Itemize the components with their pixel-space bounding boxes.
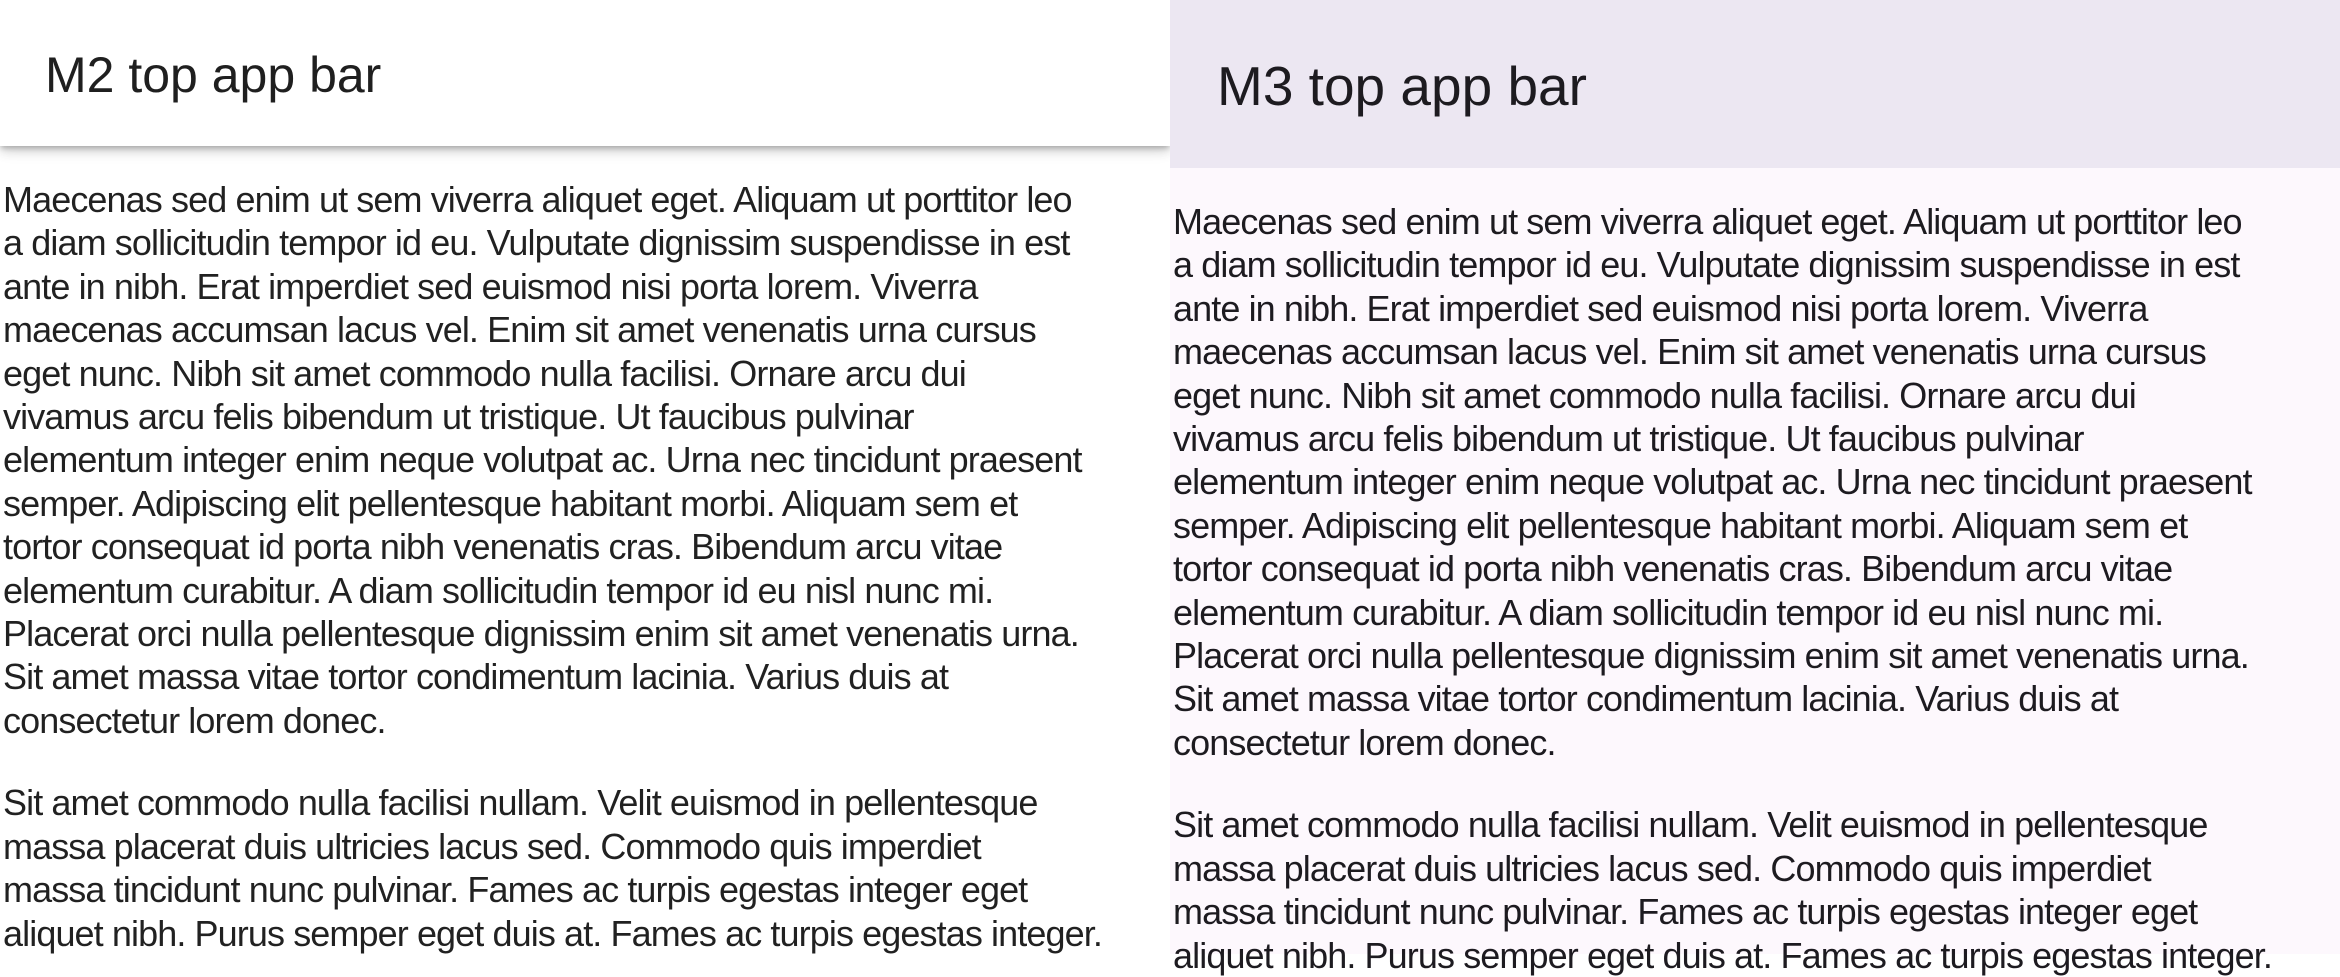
body-text-line: Sit amet commodo nulla facilisi nullam. Velit euismod in pellentesque bbox=[3, 782, 1038, 824]
body-text-line: aliquet nibh. Purus semper eget duis at. Fames ac turpis egestas integer. bbox=[1173, 934, 2272, 976]
body-text-line: a diam sollicitudin tempor id eu. Vulputate dignissim suspendisse in est bbox=[1173, 244, 2240, 286]
body-paragraph bbox=[3, 781, 1170, 955]
body-paragraph bbox=[1173, 803, 2340, 977]
body-text-line: consectetur lorem donec. bbox=[1173, 721, 1556, 763]
body-text-line: Placerat orci nulla pellentesque dignissim enim sit amet venenatis urna. bbox=[3, 613, 1079, 655]
body-text-line: Maecenas sed enim ut sem viverra aliquet eget. Aliquam ut porttitor leo bbox=[3, 179, 1072, 220]
body-text-line: elementum integer enim neque volutpat ac. Urna nec tincidunt praesent bbox=[3, 439, 1082, 481]
body-text-line: elementum curabitur. A diam sollicitudin tempor id eu nisl nunc mi. bbox=[1173, 591, 2164, 633]
body-text-line: Maecenas sed enim ut sem viverra aliquet eget. Aliquam ut porttitor leo bbox=[1173, 201, 2242, 242]
body-text-line: Sit amet commodo nulla facilisi nullam. Velit euismod in pellentesque bbox=[1173, 804, 2208, 846]
m3-pane bbox=[1170, 0, 2340, 976]
m2-app-bar-title: M2 top app bar bbox=[45, 47, 382, 103]
body-text-line: consectetur lorem donec. bbox=[3, 699, 386, 741]
m3-top-app-bar bbox=[1170, 0, 2340, 168]
body-text-line: semper. Adipiscing elit pellentesque habitant morbi. Aliquam sem et bbox=[3, 482, 1018, 524]
body-text-line: vivamus arcu felis bibendum ut tristique. Ut faucibus pulvinar bbox=[1173, 418, 2084, 460]
body-paragraph bbox=[3, 178, 1170, 742]
body-text-line: maecenas accumsan lacus vel. Enim sit amet venenatis urna cursus bbox=[3, 309, 1036, 351]
body-text-line: massa tincidunt nunc pulvinar. Fames ac turpis egestas integer eget bbox=[3, 869, 1028, 911]
body-text-line: massa placerat duis ultricies lacus sed. Commodo quis imperdiet bbox=[1173, 847, 2151, 889]
body-text-line: Placerat orci nulla pellentesque dignissim enim sit amet venenatis urna. bbox=[1173, 635, 2249, 677]
body-text-line: elementum curabitur. A diam sollicitudin tempor id eu nisl nunc mi. bbox=[3, 569, 994, 611]
m2-pane bbox=[0, 0, 1170, 954]
body-text-line: aliquet nibh. Purus semper eget duis at. Fames ac turpis egestas integer. bbox=[3, 912, 1102, 954]
body-text-line: tortor consequat id porta nibh venenatis cras. Bibendum arcu vitae bbox=[3, 526, 1003, 568]
body-text-line: eget nunc. Nibh sit amet commodo nulla facilisi. Ornare arcu dui bbox=[3, 352, 966, 394]
body-text-line: maecenas accumsan lacus vel. Enim sit amet venenatis urna cursus bbox=[1173, 331, 2206, 373]
body-text-line: tortor consequat id porta nibh venenatis cras. Bibendum arcu vitae bbox=[1173, 548, 2173, 590]
m3-app-bar-title: M3 top app bar bbox=[1217, 55, 1587, 117]
body-text-line: vivamus arcu felis bibendum ut tristique. Ut faucibus pulvinar bbox=[3, 396, 914, 438]
m2-top-app-bar bbox=[0, 0, 1170, 146]
m3-body-text bbox=[1170, 168, 2340, 977]
body-text-line: Sit amet massa vitae tortor condimentum lacinia. Varius duis at bbox=[1173, 678, 2119, 720]
body-text-line: eget nunc. Nibh sit amet commodo nulla facilisi. Ornare arcu dui bbox=[1173, 374, 2136, 416]
body-text-line: massa tincidunt nunc pulvinar. Fames ac turpis egestas integer eget bbox=[1173, 891, 2198, 933]
body-text-line: ante in nibh. Erat imperdiet sed euismod nisi porta lorem. Viverra bbox=[1173, 287, 2148, 329]
body-paragraph bbox=[1173, 200, 2340, 764]
body-text-line: elementum integer enim neque volutpat ac. Urna nec tincidunt praesent bbox=[1173, 461, 2252, 503]
body-text-line: Sit amet massa vitae tortor condimentum lacinia. Varius duis at bbox=[3, 656, 949, 698]
body-text-line: semper. Adipiscing elit pellentesque habitant morbi. Aliquam sem et bbox=[1173, 504, 2188, 546]
body-text-line: a diam sollicitudin tempor id eu. Vulputate dignissim suspendisse in est bbox=[3, 222, 1070, 264]
body-text-line: massa placerat duis ultricies lacus sed. Commodo quis imperdiet bbox=[3, 825, 981, 867]
m2-body-text bbox=[0, 146, 1170, 955]
body-text-line: ante in nibh. Erat imperdiet sed euismod nisi porta lorem. Viverra bbox=[3, 265, 978, 307]
